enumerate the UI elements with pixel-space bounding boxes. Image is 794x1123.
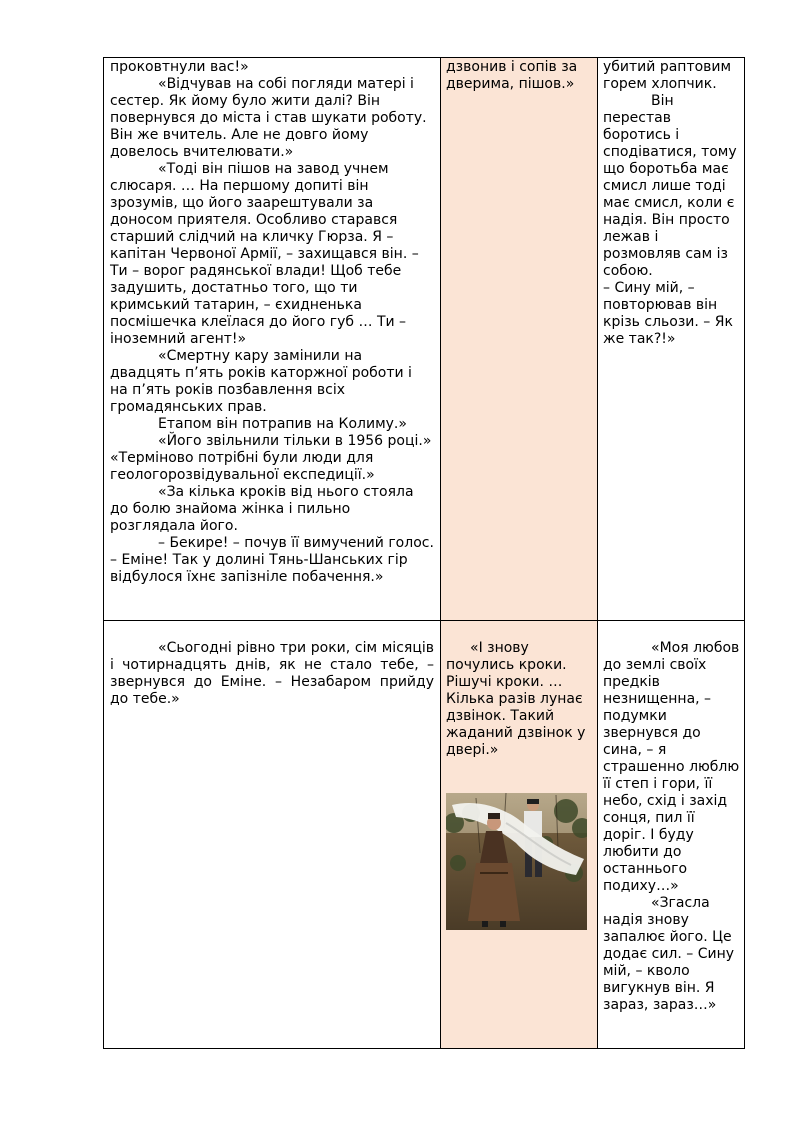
- paragraph: Він перестав боротись і сподіватися, тому що боротьба має смисл лише тоді має смисл, коли є надія. Він просто лежав і розмовляв сам із собою.: [603, 93, 737, 279]
- row2-feeling-cell: [603, 640, 740, 1014]
- paragraph: «Відчував на собі погляди матері і сестер. Як йому було жити далі? Він повернувся до міста і став шукати роботу. Він же вчитель. Але не довго йому довелось вчителювати.»: [110, 76, 427, 160]
- paragraph: «Моя любов до землі своїх предків незнищенна, – подумки звернувся до сина, – я страшенно люблю її степ і гори, її небо, схід і захід сонця, пил її доріг. І буду любити до останнього подиху…»: [603, 640, 740, 894]
- row1-sound-cell: [446, 59, 594, 93]
- paragraph: – Бекире! – почув її вимучений голос. – Еміне! Так у долині Тянь-Шанських гір відбулося їхнє запізніле побачення.»: [110, 535, 434, 585]
- table-border-left: [103, 57, 104, 1049]
- paragraph: Етапом він потрапив на Колиму.»: [158, 416, 407, 432]
- row2-sound-cell: [446, 640, 594, 759]
- paragraph: «Сьогодні рівно три роки, сім місяців і чотирнадцять днів, як не стало тебе, – звернувся до Еміне. – Незабаром прийду до тебе.»: [110, 640, 434, 707]
- paragraph: убитий раптовим горем хлопчик.: [603, 59, 732, 92]
- table-border-top: [103, 57, 745, 58]
- paragraph: проковтнули вас!»: [110, 59, 249, 75]
- paragraph: «Смертну кару замінили на двадцять п’ять років каторжної роботи і на п’ять років позбавлення всіх громадянських прав.: [110, 348, 412, 415]
- paragraph: «Згасла надія знову запалює його. Це додає сил. – Сину мій, – кволо вигукнув він. Я зараз, зараз…»: [603, 895, 735, 1013]
- story-table: [103, 57, 745, 1049]
- paragraph: «І знову почулись кроки. Рішучі кроки. … Кілька разів лунає дзвінок. Такий жаданий дзвінок у двері.»: [446, 640, 586, 758]
- row1-narrative-cell: [110, 59, 434, 586]
- dance-photo: [446, 793, 587, 930]
- row-divider: [103, 620, 745, 621]
- paragraph: – Сину мій, – повторював він крізь сльози. – Як же так?!»: [603, 280, 733, 347]
- paragraph: «Тоді він пішов на завод учнем слюсаря. … На першому допиті він зрозумів, що його заарештували за доносом приятеля. Особливо старався старший слідчий на кличку Гюрза. Я – капітан Червоної Армії, – захищався він. – Ти – ворог радянської влади! Щоб тебе задушить, достатньо того, що ти кримський татарин, – єхидненька посмішечка клеїлася до його губ … Ти – іноземний агент!»: [110, 161, 419, 347]
- row2-narrative-cell: [110, 640, 434, 708]
- row1-feeling-cell: [603, 59, 740, 348]
- paragraph: «За кілька кроків від нього стояла до болю знайома жінка і пильно розглядала його.: [110, 484, 414, 534]
- column-divider-1: [440, 57, 441, 1049]
- table-border-bottom: [103, 1048, 745, 1049]
- paragraph: «Його звільнили тільки в 1956 році.» «Терміново потрібні були люди для геологорозвідувальної експедиції.»: [110, 433, 432, 483]
- paragraph: дзвонив і сопів за дверима, пішов.»: [446, 59, 578, 92]
- column-divider-2: [597, 57, 598, 1049]
- table-border-right: [744, 57, 745, 1049]
